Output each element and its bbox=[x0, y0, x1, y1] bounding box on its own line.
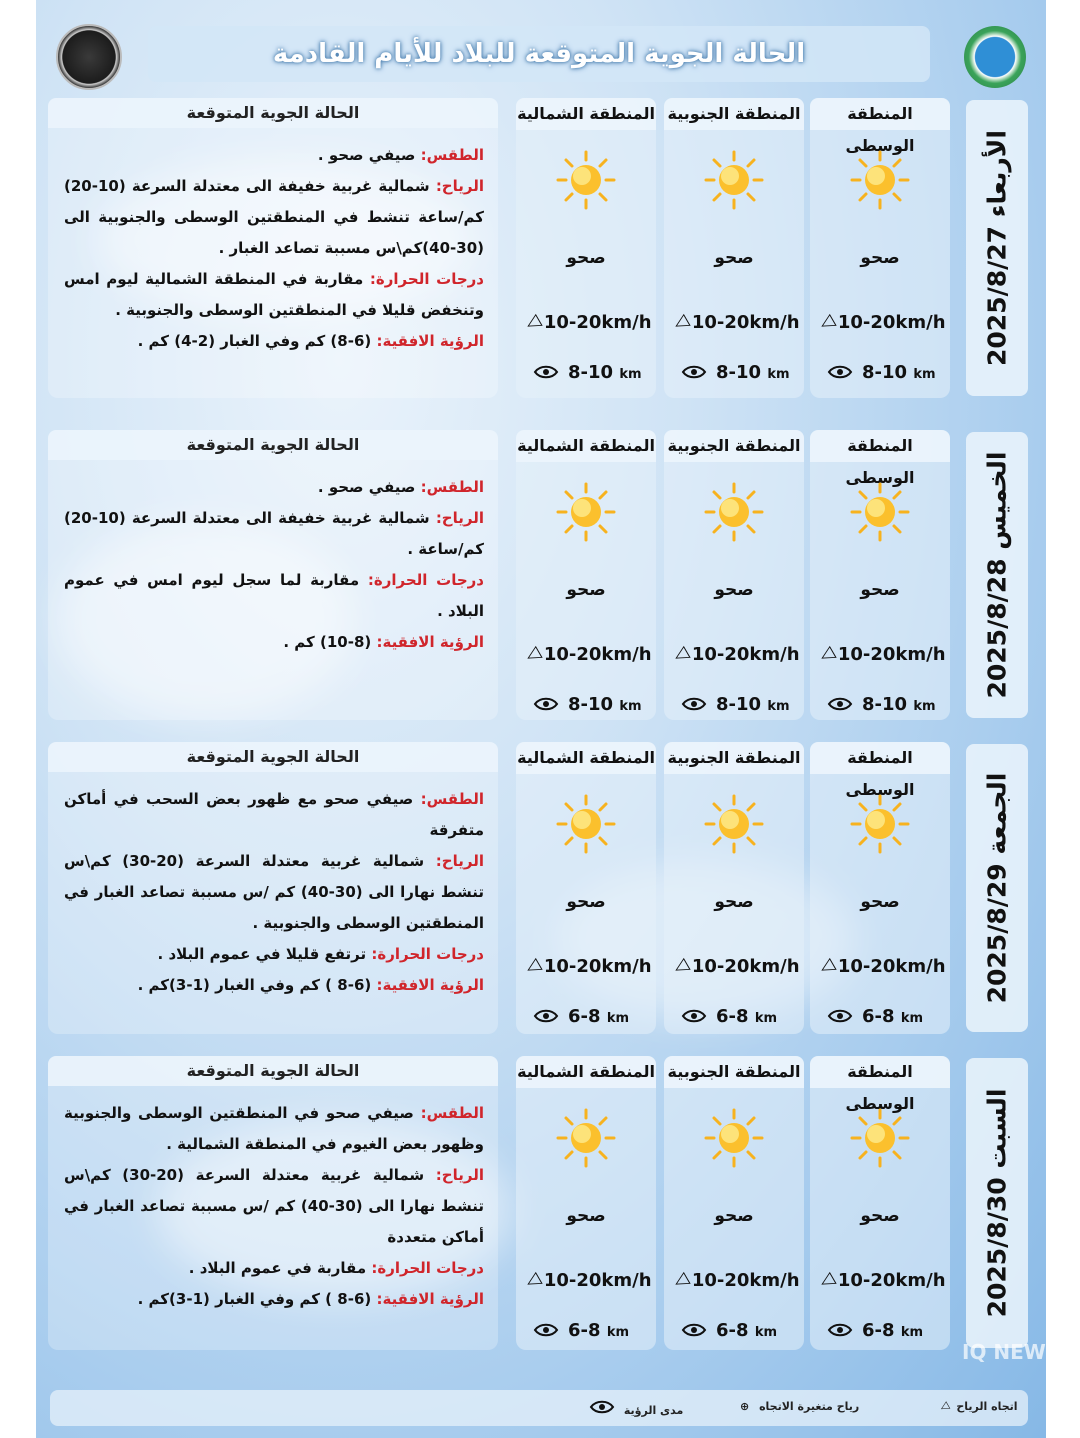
day-date: الخميس 2025/8/28 bbox=[982, 451, 1012, 699]
visibility-range: 8-10 km bbox=[828, 694, 950, 716]
region-card bbox=[810, 98, 950, 398]
winds-line: الرياح: شمالية غربية خفيفة الى معتدلة السرعة (10-20) كم/ساعة . bbox=[64, 509, 484, 558]
region-name: المنطقة الجنوبية bbox=[664, 742, 804, 774]
legend-wind-direction: اتجاه الرياح ◁ bbox=[937, 1398, 1018, 1415]
visibility-range: 8-10 km bbox=[828, 362, 950, 384]
sunny-icon bbox=[704, 1108, 764, 1168]
sky-condition: صحو bbox=[860, 1206, 900, 1226]
wind-speed: ◁10-20km/h bbox=[521, 953, 652, 980]
page-title: الحالة الجوية المتوقعة للبلاد للأيام القادمة bbox=[148, 26, 930, 82]
visibility-line: الرؤية الافقية: (8-10) كم . bbox=[283, 633, 484, 651]
day-row bbox=[48, 98, 1028, 404]
region-card bbox=[810, 430, 950, 720]
wind-speed: ◁10-20km/h bbox=[521, 1267, 652, 1294]
meteorology-authority-logo bbox=[964, 26, 1026, 88]
forecast-description-panel bbox=[48, 430, 498, 720]
region-card bbox=[516, 430, 656, 720]
eye-icon bbox=[534, 695, 558, 716]
day-date: السبت 2025/8/30 bbox=[982, 1088, 1012, 1318]
forecasting-center-logo bbox=[56, 24, 122, 90]
visibility-range: 6-8 km bbox=[828, 1006, 950, 1028]
eye-icon bbox=[534, 1321, 558, 1342]
wind-direction-icon: ◁ bbox=[521, 641, 545, 668]
sunny-icon bbox=[556, 794, 616, 854]
sky-condition: صحو bbox=[714, 248, 754, 268]
sky-condition: صحو bbox=[566, 248, 606, 268]
visibility-range: 8-10 km bbox=[682, 694, 804, 716]
sunny-icon bbox=[556, 1108, 616, 1168]
description-body bbox=[48, 1086, 498, 1315]
region-name: المنطقة الشمالية bbox=[516, 742, 656, 774]
sunny-icon bbox=[704, 794, 764, 854]
region-card bbox=[664, 742, 804, 1034]
region-card bbox=[664, 430, 804, 720]
description-body bbox=[48, 772, 498, 1001]
description-header: الحالة الجوية المتوقعة bbox=[48, 98, 498, 128]
region-name: المنطقة الجنوبية bbox=[664, 430, 804, 462]
description-header: الحالة الجوية المتوقعة bbox=[48, 1056, 498, 1086]
wind-speed: ◁10-20km/h bbox=[815, 309, 946, 336]
temperature-line: درجات الحرارة: مقاربة في عموم البلاد . bbox=[188, 1259, 484, 1277]
forecast-description-panel bbox=[48, 98, 498, 398]
description-header: الحالة الجوية المتوقعة bbox=[48, 430, 498, 460]
weather-line: الطقس: صيفي صحو مع ظهور بعض السحب في أماكن متفرقة bbox=[64, 790, 484, 839]
visibility-range: 6-8 km bbox=[534, 1006, 656, 1028]
wind-speed: ◁10-20km/h bbox=[815, 1267, 946, 1294]
visibility-range: 6-8 km bbox=[682, 1320, 804, 1342]
region-card bbox=[516, 742, 656, 1034]
eye-icon bbox=[534, 1007, 558, 1028]
wind-direction-icon: ◁ bbox=[669, 1267, 693, 1294]
sunny-icon bbox=[850, 794, 910, 854]
wind-direction-icon: ◁ bbox=[521, 1267, 545, 1294]
visibility-line: الرؤية الافقية: (6-8 ) كم وفي الغبار (1-3)كم . bbox=[137, 976, 484, 994]
sunny-icon bbox=[556, 150, 616, 210]
eye-icon bbox=[682, 695, 706, 716]
region-card bbox=[664, 98, 804, 398]
sunny-icon bbox=[704, 482, 764, 542]
winds-line: الرياح: شمالية غربية خفيفة الى معتدلة السرعة (10-20) كم/ساعة تنشط في المنطقتين الوسطى والجنوبية الى (30-40)كم\س مسببة تصاعد الغبار . bbox=[64, 177, 484, 257]
wind-speed: ◁10-20km/h bbox=[669, 1267, 800, 1294]
sky-condition: صحو bbox=[860, 892, 900, 912]
region-name: المنطقة الجنوبية bbox=[664, 98, 804, 130]
region-card bbox=[516, 98, 656, 398]
forecast-description-panel bbox=[48, 1056, 498, 1350]
eye-icon bbox=[828, 1007, 852, 1028]
visibility-range: 8-10 km bbox=[534, 362, 656, 384]
forecast-description-panel bbox=[48, 742, 498, 1034]
eye-icon bbox=[590, 1400, 614, 1417]
weather-line: الطقس: صيفي صحو . bbox=[317, 146, 484, 164]
wind-direction-icon: ◁ bbox=[669, 309, 693, 336]
weather-line: الطقس: صيفي صحو في المنطقتين الوسطى والجنوبية وظهور بعض الغيوم في المنطقة الشمالية . bbox=[64, 1104, 484, 1153]
eye-icon bbox=[828, 695, 852, 716]
eye-icon bbox=[828, 363, 852, 384]
winds-line: الرياح: شمالية غربية معتدلة السرعة (20-30) كم\س تنشط نهارا الى (30-40) كم /س مسببة تصاعد الغبار في أماكن متعددة bbox=[64, 1166, 484, 1246]
region-card bbox=[810, 742, 950, 1034]
visibility-range: 6-8 km bbox=[682, 1006, 804, 1028]
wind-direction-icon: ◁ bbox=[521, 953, 545, 980]
description-header: الحالة الجوية المتوقعة bbox=[48, 742, 498, 772]
wind-direction-icon: ◁ bbox=[815, 641, 839, 668]
sunny-icon bbox=[556, 482, 616, 542]
sunny-icon bbox=[704, 150, 764, 210]
wind-direction-icon: ◁ bbox=[815, 309, 839, 336]
winds-line: الرياح: شمالية غربية معتدلة السرعة (20-30) كم\س تنشط نهارا الى (30-40) كم /س مسببة تصاعد الغبار في المنطقتين الوسطى والجنوبية . bbox=[64, 852, 484, 932]
region-name: المنطقة الوسطى bbox=[810, 98, 950, 130]
day-date: الجمعة 2025/8/29 bbox=[982, 772, 1012, 1004]
region-name: المنطقة الوسطى bbox=[810, 430, 950, 462]
weather-line: الطقس: صيفي صحو . bbox=[317, 478, 484, 496]
wind-direction-icon: ◁ bbox=[815, 1267, 839, 1294]
wind-speed: ◁10-20km/h bbox=[521, 641, 652, 668]
sky-condition: صحو bbox=[566, 580, 606, 600]
wind-direction-icon: ◁ bbox=[669, 641, 693, 668]
sunny-icon bbox=[850, 150, 910, 210]
eye-icon bbox=[682, 363, 706, 384]
visibility-range: 8-10 km bbox=[682, 362, 804, 384]
eye-icon bbox=[828, 1321, 852, 1342]
wind-speed: ◁10-20km/h bbox=[521, 309, 652, 336]
day-date: الأربعاء 2025/8/27 bbox=[982, 130, 1012, 366]
eye-icon bbox=[682, 1321, 706, 1342]
forecast-poster bbox=[36, 0, 1061, 1438]
sunny-icon bbox=[850, 482, 910, 542]
sky-condition: صحو bbox=[566, 892, 606, 912]
eye-icon bbox=[534, 363, 558, 384]
sky-condition: صحو bbox=[860, 248, 900, 268]
region-card bbox=[664, 1056, 804, 1350]
region-name: المنطقة الجنوبية bbox=[664, 1056, 804, 1088]
wind-direction-icon: ◁ bbox=[521, 309, 545, 336]
region-card bbox=[516, 1056, 656, 1350]
region-name: المنطقة الوسطى bbox=[810, 1056, 950, 1088]
wind-arrow-icon: ◁ bbox=[937, 1398, 952, 1415]
watermark: IQ NEWS bbox=[962, 1340, 1061, 1364]
temperature-line: درجات الحرارة: ترتفع قليلا في عموم البلاد . bbox=[157, 945, 484, 963]
region-name: المنطقة الشمالية bbox=[516, 430, 656, 462]
visibility-range: 6-8 km bbox=[534, 1320, 656, 1342]
day-row bbox=[48, 430, 1028, 726]
sky-condition: صحو bbox=[860, 580, 900, 600]
visibility-line: الرؤية الافقية: (6-8 ) كم وفي الغبار (1-3)كم . bbox=[137, 1290, 484, 1308]
variable-wind-icon: ⊕ bbox=[740, 1400, 750, 1413]
sky-condition: صحو bbox=[714, 1206, 754, 1226]
legend-variable-wind: رياح متغيرة الاتجاه ⊕ bbox=[740, 1400, 860, 1413]
description-body bbox=[48, 128, 498, 357]
sky-condition: صحو bbox=[566, 1206, 606, 1226]
sunny-icon bbox=[850, 1108, 910, 1168]
visibility-line: الرؤية الافقية: (6-8) كم وفي الغبار (2-4) كم . bbox=[137, 332, 484, 350]
wind-speed: ◁10-20km/h bbox=[669, 641, 800, 668]
sky-condition: صحو bbox=[714, 892, 754, 912]
day-date-strip bbox=[966, 432, 1028, 718]
wind-speed: ◁10-20km/h bbox=[669, 953, 800, 980]
temperature-line: درجات الحرارة: مقاربة لما سجل ليوم امس في عموم البلاد . bbox=[64, 571, 484, 620]
description-body bbox=[48, 460, 498, 658]
visibility-range: 8-10 km bbox=[534, 694, 656, 716]
eye-icon bbox=[682, 1007, 706, 1028]
wind-speed: ◁10-20km/h bbox=[815, 953, 946, 980]
wind-direction-icon: ◁ bbox=[815, 953, 839, 980]
day-row bbox=[48, 742, 1028, 1040]
wind-speed: ◁10-20km/h bbox=[669, 309, 800, 336]
legend-visibility: مدى الرؤية bbox=[590, 1400, 683, 1417]
region-name: المنطقة الوسطى bbox=[810, 742, 950, 774]
sky-condition: صحو bbox=[714, 580, 754, 600]
region-name: المنطقة الشمالية bbox=[516, 1056, 656, 1088]
day-date-strip bbox=[966, 744, 1028, 1032]
wind-direction-icon: ◁ bbox=[669, 953, 693, 980]
region-name: المنطقة الشمالية bbox=[516, 98, 656, 130]
visibility-range: 6-8 km bbox=[828, 1320, 950, 1342]
day-date-strip bbox=[966, 100, 1028, 396]
wind-speed: ◁10-20km/h bbox=[815, 641, 946, 668]
temperature-line: درجات الحرارة: مقاربة في المنطقة الشمالية ليوم امس وتنخفض قليلا في المنطقتين الوسطى والجنوبية . bbox=[64, 270, 484, 319]
